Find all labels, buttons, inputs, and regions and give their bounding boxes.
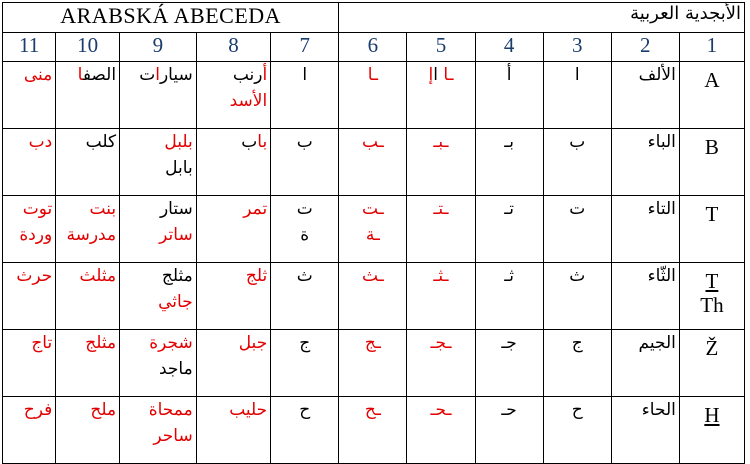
cell-col-4 [475, 129, 543, 196]
latin-letter: B [704, 135, 719, 159]
text-segment: ة [300, 225, 310, 245]
cell-col-10 [56, 129, 120, 196]
cell-col-6 [339, 263, 407, 330]
title-arabic: الأبجدية العربية [339, 3, 745, 33]
cell-col-5 [407, 330, 475, 397]
highlighted-segment: بنت [89, 199, 117, 219]
highlighted-segment: با [257, 132, 268, 152]
cell-col-8 [196, 397, 271, 464]
highlighted-segment: ساتر [159, 225, 193, 245]
highlighted-segment: جاثي [158, 292, 193, 312]
text-segment: ج [299, 333, 311, 353]
cell-line [410, 196, 471, 222]
highlighted-segment: ـة [365, 225, 380, 245]
column-number-1: 1 [679, 33, 744, 62]
highlighted-segment: ـجـ [430, 333, 452, 353]
cell-col-3 [543, 330, 611, 397]
cell-col-10 [56, 330, 120, 397]
column-number-10: 10 [56, 33, 120, 62]
cell-line [123, 356, 193, 382]
cell-line [6, 263, 52, 289]
letter-rows [3, 62, 745, 464]
text-segment: بـ [504, 132, 514, 152]
column-number-9: 9 [120, 33, 197, 62]
letter-row-ta [3, 196, 745, 263]
cell-line [200, 88, 268, 114]
highlighted-segment: ـا [443, 65, 454, 85]
highlighted-segment: سد [229, 91, 253, 111]
letter-name: التاء [611, 196, 679, 263]
highlighted-segment: منى [23, 65, 53, 85]
cell-col-11 [3, 263, 56, 330]
text-segment: ا [433, 65, 444, 85]
latin-letter: A [704, 68, 720, 92]
cell-line [59, 330, 116, 356]
latin-transliteration [679, 196, 744, 263]
cell-col-4 [475, 330, 543, 397]
cell-line [59, 62, 116, 88]
text-segment: كلب [85, 132, 117, 152]
text-segment: ستار [159, 199, 193, 219]
letter-row-jim [3, 330, 745, 397]
latin-letter: H [704, 403, 720, 427]
text-segment: تـ [504, 199, 514, 219]
cell-col-6 [339, 62, 407, 129]
arabic-alphabet-table [2, 2, 745, 464]
cell-line [6, 62, 52, 88]
column-number-6: 6 [339, 33, 407, 62]
highlighted-segment: أ [262, 65, 268, 85]
column-number-8: 8 [196, 33, 271, 62]
cell-line [479, 62, 540, 88]
column-number-4: 4 [475, 33, 543, 62]
highlighted-segment: وردة [19, 225, 53, 245]
letter-row-tha [3, 263, 745, 330]
highlighted-segment: دب [28, 132, 53, 152]
cell-col-11 [3, 129, 56, 196]
cell-col-11 [3, 397, 56, 464]
highlighted-segment: مثلث [79, 266, 117, 286]
cell-col-7 [271, 62, 339, 129]
cell-line [274, 263, 335, 289]
text-segment: ح [299, 400, 311, 420]
cell-col-5 [407, 196, 475, 263]
cell-line [6, 222, 52, 248]
highlighted-segment: مدرسة [66, 225, 117, 245]
cell-line [479, 330, 540, 356]
letter-name: الحاء [611, 397, 679, 464]
highlighted-segment: جبل [238, 333, 268, 353]
cell-line [342, 263, 403, 289]
cell-col-5 [407, 263, 475, 330]
text-segment: ب [296, 132, 313, 152]
cell-line [547, 397, 608, 423]
cell-line [274, 62, 335, 88]
text-segment: ب [241, 132, 258, 152]
cell-line [200, 263, 268, 289]
text-segment: مثلج [161, 266, 193, 286]
text-segment: جـ [501, 333, 517, 353]
latin-letter: Ž [705, 336, 719, 360]
cell-col-3 [543, 129, 611, 196]
cell-col-7 [271, 129, 339, 196]
cell-line [200, 397, 268, 423]
letter-row-ba [3, 129, 745, 196]
cell-line [547, 263, 608, 289]
cell-line [6, 196, 52, 222]
highlighted-segment: ا [77, 65, 83, 85]
cell-line [200, 196, 268, 222]
cell-col-8 [196, 330, 271, 397]
cell-line [123, 423, 193, 449]
text-segment: ماجد [158, 359, 193, 379]
cell-line [342, 62, 403, 88]
cell-col-11 [3, 62, 56, 129]
latin-letter: T [705, 202, 719, 226]
cell-col-8 [196, 196, 271, 263]
letter-name: الجيم [611, 330, 679, 397]
text-segment: رنب [232, 65, 263, 85]
cell-line [547, 129, 608, 155]
cell-line [200, 129, 268, 155]
cell-line [410, 397, 471, 423]
text-segment: ت [139, 65, 156, 85]
cell-col-7 [271, 263, 339, 330]
cell-line [274, 330, 335, 356]
cell-line [123, 155, 193, 181]
highlighted-segment: مثلج [85, 333, 117, 353]
column-number-2: 2 [611, 33, 679, 62]
text-segment: ح [571, 400, 583, 420]
highlighted-segment: ـب [362, 132, 384, 152]
cell-col-6 [339, 196, 407, 263]
cell-line [410, 263, 471, 289]
cell-col-11 [3, 196, 56, 263]
cell-col-6 [339, 330, 407, 397]
cell-col-8 [196, 62, 271, 129]
cell-line [274, 129, 335, 155]
column-number-11: 11 [3, 33, 56, 62]
highlighted-segment: ـتـ [433, 199, 449, 219]
cell-line [123, 263, 193, 289]
highlighted-segment: الأ [252, 91, 268, 111]
letter-name: الثّاء [611, 263, 679, 330]
highlighted-segment: تاج [31, 333, 53, 353]
latin-transliteration [679, 129, 744, 196]
latin-letter: Th [700, 293, 724, 317]
highlighted-segment: ـا [367, 65, 378, 85]
cell-col-10 [56, 62, 120, 129]
cell-line [342, 129, 403, 155]
highlighted-segment: حرث [16, 266, 53, 286]
cell-col-3 [543, 196, 611, 263]
cell-col-10 [56, 263, 120, 330]
highlighted-segment: ثلج [245, 266, 268, 286]
cell-col-6 [339, 397, 407, 464]
highlighted-segment: إ [428, 65, 434, 85]
cell-line [479, 196, 540, 222]
cell-line [274, 196, 335, 222]
cell-col-8 [196, 129, 271, 196]
highlighted-segment: ا [155, 65, 160, 85]
cell-line [342, 330, 403, 356]
text-segment: ثـ [504, 266, 514, 286]
highlighted-segment: ـبـ [433, 132, 449, 152]
cell-line [342, 397, 403, 423]
cell-line [410, 62, 471, 88]
cell-col-9 [120, 330, 197, 397]
cell-col-11 [3, 330, 56, 397]
column-number-7: 7 [271, 33, 339, 62]
title-row [3, 3, 745, 33]
cell-col-4 [475, 263, 543, 330]
cell-col-4 [475, 397, 543, 464]
cell-line [200, 330, 268, 356]
cell-col-9 [120, 263, 197, 330]
cell-col-5 [407, 397, 475, 464]
cell-col-10 [56, 397, 120, 464]
cell-col-10 [56, 196, 120, 263]
letter-name: الألف [611, 62, 679, 129]
cell-col-3 [543, 397, 611, 464]
text-segment: حـ [501, 400, 517, 420]
text-segment: ا [302, 65, 308, 85]
highlighted-segment: ـج [364, 333, 381, 353]
highlighted-segment: ـحـ [430, 400, 452, 420]
cell-line [410, 330, 471, 356]
cell-col-5 [407, 129, 475, 196]
cell-line [59, 129, 116, 155]
cell-line [123, 129, 193, 155]
cell-col-3 [543, 62, 611, 129]
latin-transliteration [679, 330, 744, 397]
highlighted-segment: فرح [23, 400, 53, 420]
text-segment: ث [296, 266, 313, 286]
highlighted-segment: ممحاة [148, 400, 193, 420]
highlighted-segment: تمر [243, 199, 268, 219]
cell-line [59, 397, 116, 423]
cell-line [410, 129, 471, 155]
cell-line [547, 62, 608, 88]
highlighted-segment: ـث [362, 266, 384, 286]
cell-line [59, 196, 116, 222]
highlighted-segment: بلبل [164, 132, 193, 152]
cell-col-4 [475, 196, 543, 263]
text-segment: بابل [165, 158, 193, 178]
cell-col-7 [271, 330, 339, 397]
text-segment: سيار [159, 65, 193, 85]
cell-line [123, 330, 193, 356]
cell-line [274, 222, 335, 248]
cell-line [6, 397, 52, 423]
highlighted-segment: ـح [364, 400, 381, 420]
cell-line [547, 330, 608, 356]
cell-line [59, 222, 116, 248]
text-segment: ب [569, 132, 586, 152]
latin-letter: T [705, 269, 719, 293]
cell-line [123, 196, 193, 222]
cell-col-3 [543, 263, 611, 330]
cell-line [547, 196, 608, 222]
highlighted-segment: حليب [229, 400, 268, 420]
text-segment: ج [571, 333, 583, 353]
cell-line [6, 330, 52, 356]
highlighted-segment: توت [22, 199, 53, 219]
column-number-3: 3 [543, 33, 611, 62]
cell-col-5 [407, 62, 475, 129]
cell-line [479, 129, 540, 155]
cell-col-4 [475, 62, 543, 129]
highlighted-segment: ملح [90, 400, 117, 420]
text-segment: ت [569, 199, 586, 219]
latin-transliteration [679, 62, 744, 129]
cell-line [342, 196, 403, 222]
cell-line [123, 289, 193, 315]
cell-col-8 [196, 263, 271, 330]
latin-transliteration [679, 397, 744, 464]
highlighted-segment: ـت [362, 199, 384, 219]
text-segment: ت [296, 199, 313, 219]
cell-line [342, 222, 403, 248]
cell-col-9 [120, 62, 197, 129]
cell-line [123, 397, 193, 423]
cell-line [274, 397, 335, 423]
cell-line [123, 62, 193, 88]
text-segment: أ [506, 65, 512, 85]
cell-col-9 [120, 196, 197, 263]
cell-col-7 [271, 397, 339, 464]
cell-line [479, 397, 540, 423]
highlighted-segment: ـثـ [433, 266, 449, 286]
column-number-5: 5 [407, 33, 475, 62]
text-segment: ا [574, 65, 580, 85]
highlighted-segment: ساحر [153, 426, 193, 446]
letter-name: الباء [611, 129, 679, 196]
cell-col-9 [120, 397, 197, 464]
cell-line [123, 222, 193, 248]
column-number-row [3, 33, 745, 62]
text-segment: الصف [82, 65, 117, 85]
cell-col-7 [271, 196, 339, 263]
cell-col-6 [339, 129, 407, 196]
latin-transliteration [679, 263, 744, 330]
cell-line [59, 263, 116, 289]
cell-line [479, 263, 540, 289]
highlighted-segment: شجرة [149, 333, 193, 353]
cell-line [200, 62, 268, 88]
text-segment: ث [569, 266, 586, 286]
letter-row-ha [3, 397, 745, 464]
title-latin: ARABSKÁ ABECEDA [3, 3, 339, 33]
cell-line [6, 129, 52, 155]
cell-col-9 [120, 129, 197, 196]
letter-row-alif [3, 62, 745, 129]
